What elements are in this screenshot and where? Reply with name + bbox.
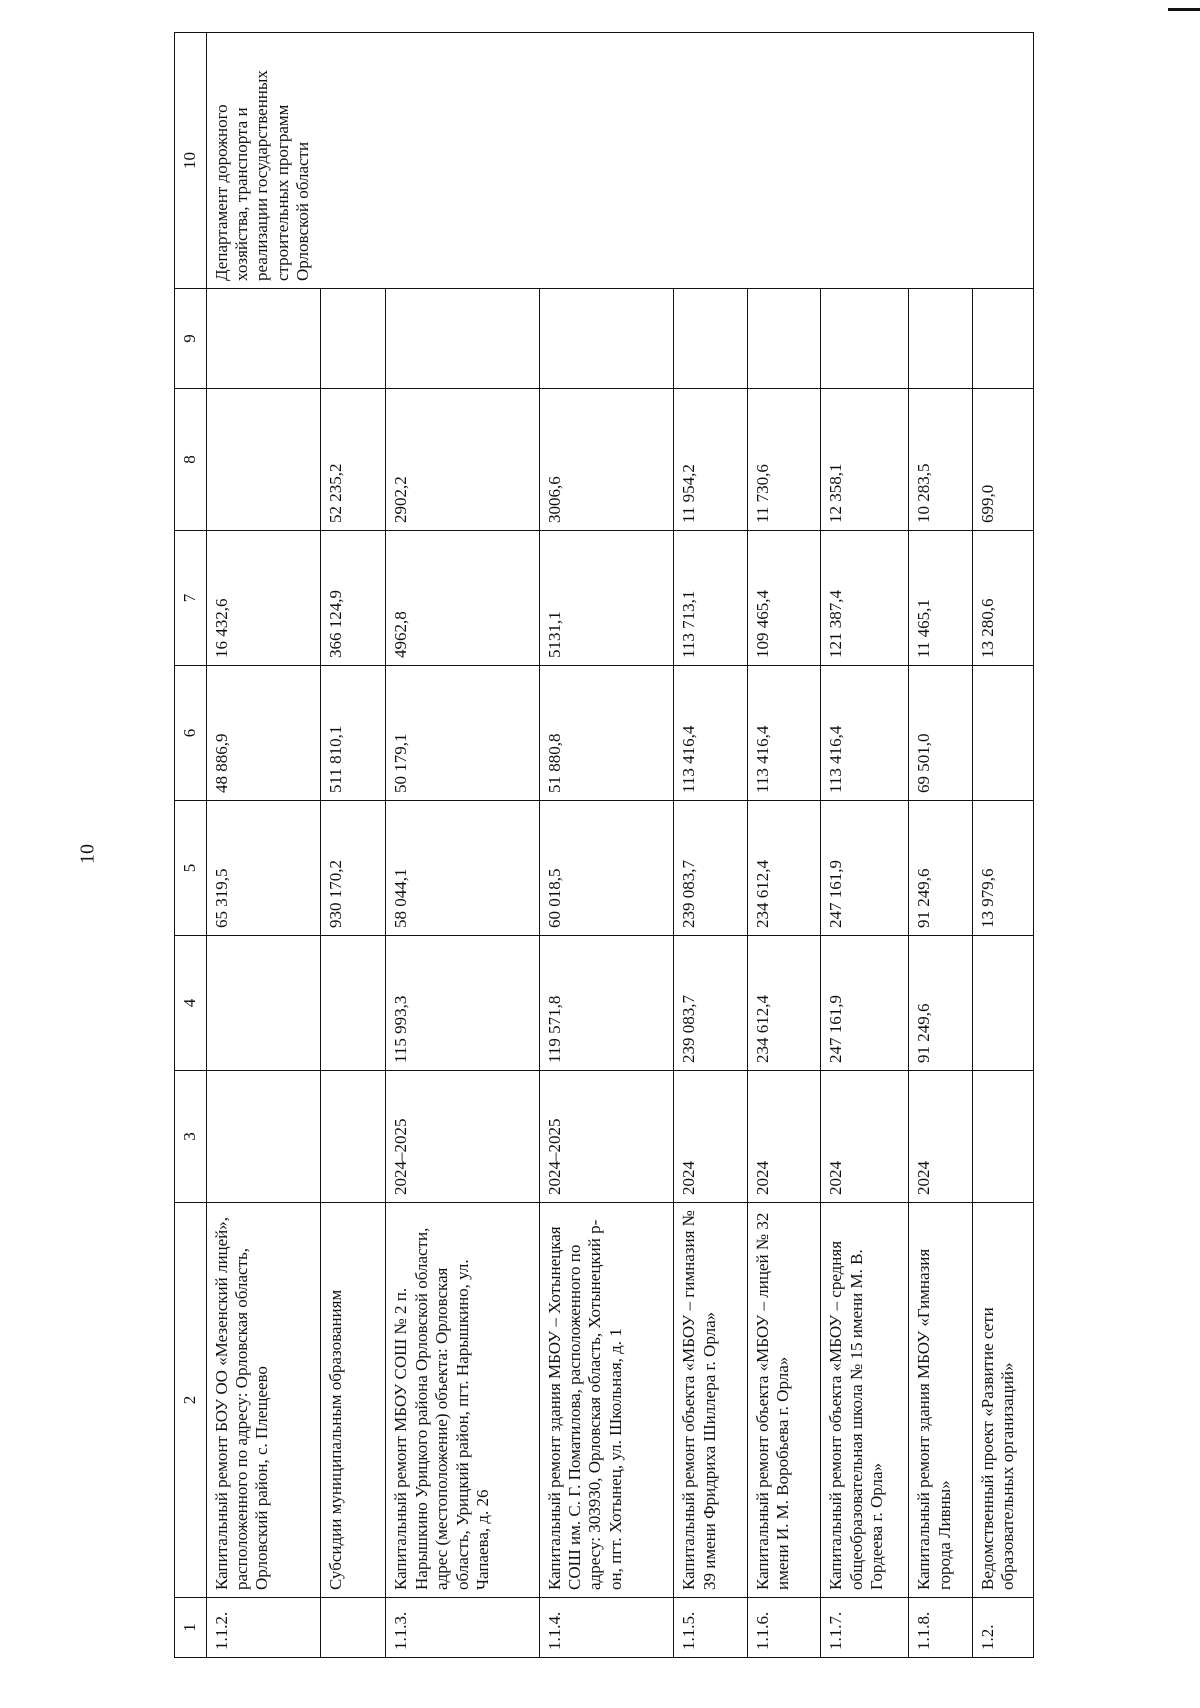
row-number: 1.1.6. bbox=[747, 1598, 821, 1658]
row-years bbox=[321, 1071, 386, 1203]
row-value bbox=[321, 289, 386, 389]
row-value: 52 235,2 bbox=[321, 389, 386, 531]
row-value: 69 501,0 bbox=[909, 666, 972, 801]
responsible-department: Департамент дорожного хозяйства, транспорта и реализации государственных строительных программ Орловской области bbox=[206, 33, 1033, 289]
row-years bbox=[972, 1071, 1033, 1203]
row-years: 2024–2025 bbox=[539, 1071, 674, 1203]
header-cell: 1 bbox=[175, 1598, 207, 1658]
table-row bbox=[206, 33, 320, 1658]
row-name: Капитальный ремонт объекта «МБОУ – лицей № 32 имени И. М. Воробьева г. Орла» bbox=[747, 1203, 821, 1598]
row-name: Капитальный ремонт здания МБОУ – Хотынецкая СОШ им. С. Г. Поматилова, расположенного по адресу: 303930, Орловская область, Хотынецкий р-он, пгт. Хотынец, ул. Школьная, д. 1 bbox=[539, 1203, 674, 1598]
row-value: 3006,6 bbox=[539, 389, 674, 531]
row-value: 10 283,5 bbox=[909, 389, 972, 531]
header-cell: 3 bbox=[175, 1071, 207, 1203]
row-value: 113 416,4 bbox=[821, 666, 909, 801]
row-value: 247 161,9 bbox=[821, 936, 909, 1071]
row-value bbox=[539, 289, 674, 389]
row-value: 11 730,6 bbox=[747, 389, 821, 531]
row-value bbox=[747, 289, 821, 389]
row-value: 12 358,1 bbox=[821, 389, 909, 531]
row-value: 930 170,2 bbox=[321, 801, 386, 936]
row-number: 1.1.4. bbox=[539, 1598, 674, 1658]
row-value: 113 416,4 bbox=[674, 666, 748, 801]
table-header-row bbox=[175, 33, 207, 1658]
row-value: 239 083,7 bbox=[674, 936, 748, 1071]
row-value: 16 432,6 bbox=[206, 531, 320, 666]
row-value: 58 044,1 bbox=[386, 801, 539, 936]
row-number: 1.2. bbox=[972, 1598, 1033, 1658]
budget-table bbox=[174, 32, 1034, 1658]
row-name: Капитальный ремонт объекта «МБОУ – гимназия № 39 имени Фридриха Шиллера г. Орла» bbox=[674, 1203, 748, 1598]
row-value bbox=[972, 289, 1033, 389]
row-value: 2902,2 bbox=[386, 389, 539, 531]
row-years: 2024 bbox=[747, 1071, 821, 1203]
row-value: 113 713,1 bbox=[674, 531, 748, 666]
row-value: 11 954,2 bbox=[674, 389, 748, 531]
row-value: 699,0 bbox=[972, 389, 1033, 531]
row-number: 1.1.8. bbox=[909, 1598, 972, 1658]
row-years: 2024 bbox=[821, 1071, 909, 1203]
row-value: 247 161,9 bbox=[821, 801, 909, 936]
row-value: 5131,1 bbox=[539, 531, 674, 666]
header-cell: 9 bbox=[175, 289, 207, 389]
row-value: 119 571,8 bbox=[539, 936, 674, 1071]
row-value: 50 179,1 bbox=[386, 666, 539, 801]
header-cell: 2 bbox=[175, 1203, 207, 1598]
row-value bbox=[206, 936, 320, 1071]
row-name: Капитальный ремонт здания МБОУ «Гимназия города Ливны» bbox=[909, 1203, 972, 1598]
row-value: 511 810,1 bbox=[321, 666, 386, 801]
row-name: Ведомственный проект «Развитие сети образовательных организаций» bbox=[972, 1203, 1033, 1598]
row-value: 91 249,6 bbox=[909, 936, 972, 1071]
row-value: 239 083,7 bbox=[674, 801, 748, 936]
row-value: 48 886,9 bbox=[206, 666, 320, 801]
row-value: 115 993,3 bbox=[386, 936, 539, 1071]
row-value bbox=[206, 289, 320, 389]
page-number: 10 bbox=[76, 844, 99, 864]
header-cell: 4 bbox=[175, 936, 207, 1071]
row-years: 2024 bbox=[909, 1071, 972, 1203]
row-name: Капитальный ремонт объекта «МБОУ – средняя общеобразовательная школа № 15 имени М. В. Гордеева г. Орла» bbox=[821, 1203, 909, 1598]
row-value: 234 612,4 bbox=[747, 801, 821, 936]
header-cell: 8 bbox=[175, 389, 207, 531]
row-value: 113 416,4 bbox=[747, 666, 821, 801]
row-value: 4962,8 bbox=[386, 531, 539, 666]
row-years bbox=[206, 1071, 320, 1203]
row-name: Капитальный ремонт МБОУ СОШ № 2 п. Нарышкино Урицкого района Орловской области, адрес (местоположение) объекта: Орловская область, Урицкий район, пгт. Нарышкино, ул. Чапаева, д. 26 bbox=[386, 1203, 539, 1598]
row-years: 2024–2025 bbox=[386, 1071, 539, 1203]
row-value: 91 249,6 bbox=[909, 801, 972, 936]
rotated-table-container bbox=[174, 33, 1034, 1658]
row-value: 60 018,5 bbox=[539, 801, 674, 936]
row-value: 109 465,4 bbox=[747, 531, 821, 666]
row-value: 121 387,4 bbox=[821, 531, 909, 666]
row-value bbox=[206, 389, 320, 531]
row-value bbox=[972, 666, 1033, 801]
row-value: 51 880,8 bbox=[539, 666, 674, 801]
header-cell: 10 bbox=[175, 33, 207, 289]
row-value bbox=[909, 289, 972, 389]
row-value: 234 612,4 bbox=[747, 936, 821, 1071]
corner-mark bbox=[1168, 8, 1200, 11]
row-number: 1.1.7. bbox=[821, 1598, 909, 1658]
header-cell: 7 bbox=[175, 531, 207, 666]
row-value bbox=[321, 936, 386, 1071]
row-value: 65 319,5 bbox=[206, 801, 320, 936]
row-number bbox=[321, 1598, 386, 1658]
header-cell: 5 bbox=[175, 801, 207, 936]
header-cell: 6 bbox=[175, 666, 207, 801]
row-value bbox=[674, 289, 748, 389]
row-value: 13 280,6 bbox=[972, 531, 1033, 666]
row-years: 2024 bbox=[674, 1071, 748, 1203]
row-number: 1.1.2. bbox=[206, 1598, 320, 1658]
row-name: Капитальный ремонт БОУ ОО «Мезенский лицей», расположенного по адресу: Орловская область, Орловский район, с. Плещеево bbox=[206, 1203, 320, 1598]
row-name: Субсидии муниципальным образованиям bbox=[321, 1203, 386, 1598]
row-number: 1.1.5. bbox=[674, 1598, 748, 1658]
row-value bbox=[821, 289, 909, 389]
row-number: 1.1.3. bbox=[386, 1598, 539, 1658]
row-value: 13 979,6 bbox=[972, 801, 1033, 936]
row-value: 366 124,9 bbox=[321, 531, 386, 666]
row-value: 11 465,1 bbox=[909, 531, 972, 666]
row-value bbox=[972, 936, 1033, 1071]
row-value bbox=[386, 289, 539, 389]
